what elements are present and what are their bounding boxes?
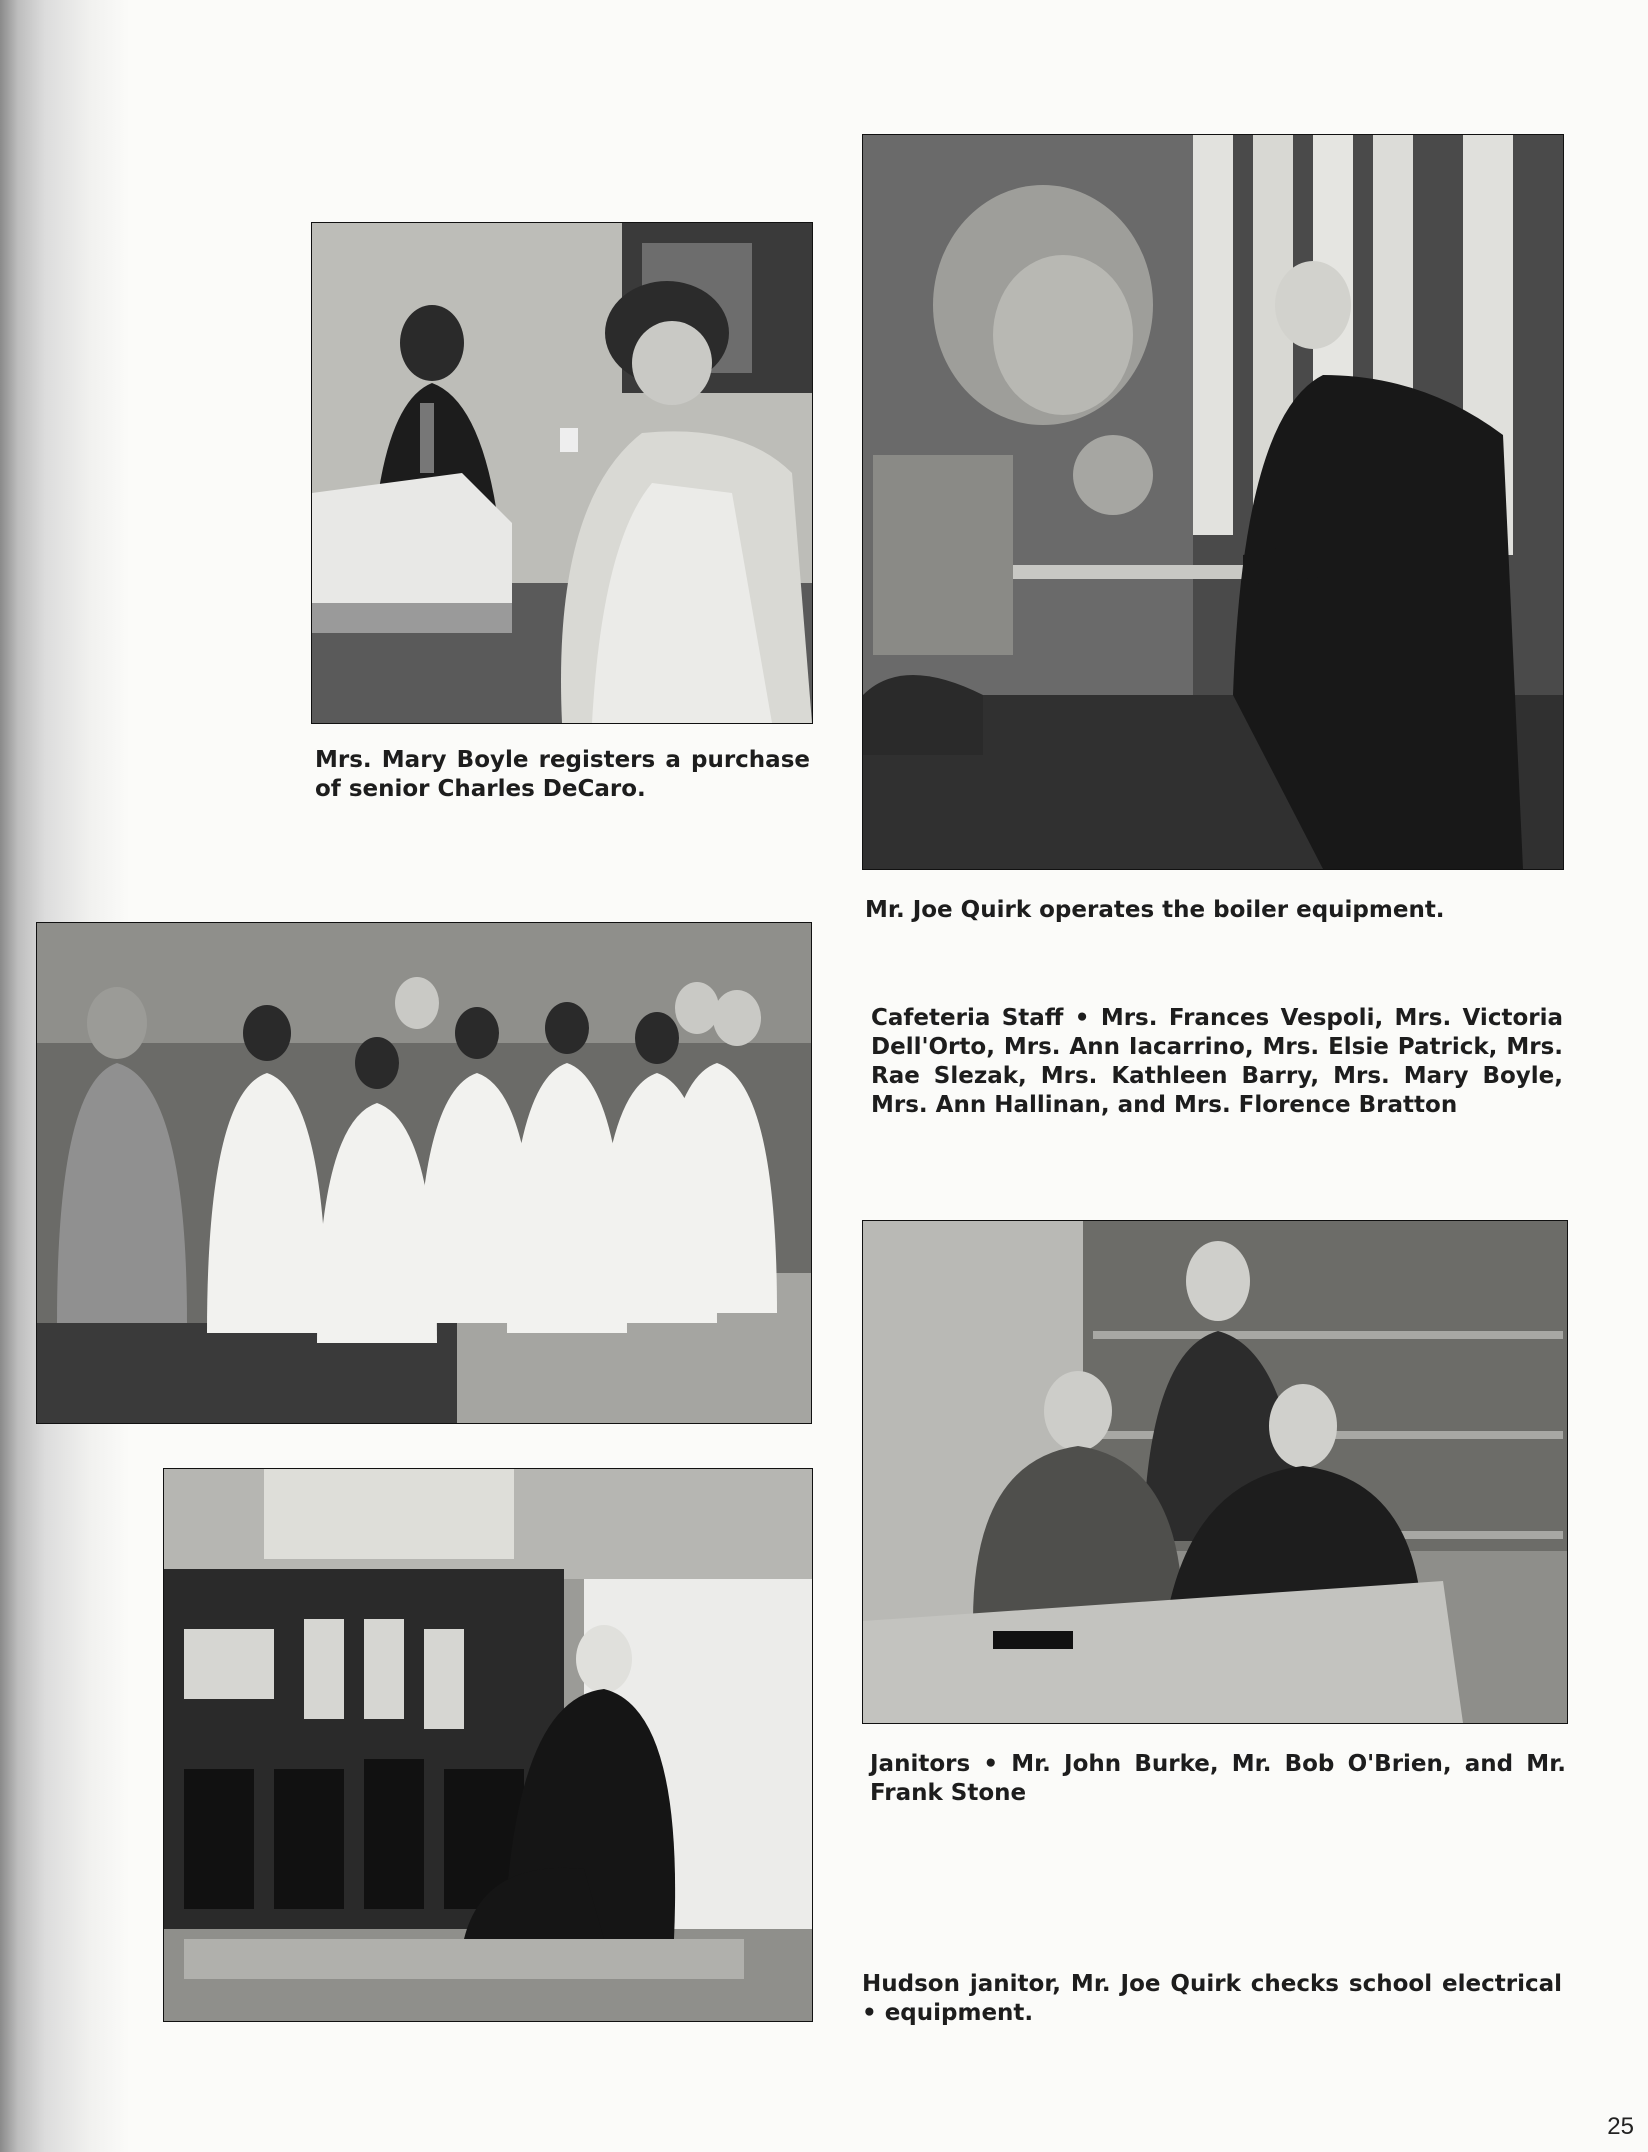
caption-cafeteria-lead: Cafeteria Staff • [871,1005,1090,1031]
caption-cash-register: Mrs. Mary Boyle registers a purchase of senior Charles DeCaro. [315,747,810,802]
photo-cafeteria-staff [36,922,812,1424]
photo-janitors [862,1220,1568,1724]
caption-cafeteria-names: Mrs. Frances Vespoli, Mrs. Victoria Dell'Orto, Mrs. Ann Iacarrino, Mrs. Elsie Patrick, Mrs. Rae Slezak, Mrs. Kathleen Barry, Mrs. Mary Boyle, Mrs. Ann Hallinan, and Mrs. Florence Bratton [871,1005,1563,1118]
photo-electrical [163,1468,813,2022]
caption-janitors-names: Mr. John Burke, Mr. Bob O'Brien, and Mr. Frank Stone [870,1751,1566,1806]
caption-electrical: Hudson janitor, Mr. Joe Quirk checks school electrical • equipment. [862,1971,1562,2026]
caption-janitors-lead: Janitors • [870,1751,999,1777]
photo-boiler [862,134,1564,870]
caption-cafeteria [871,1004,1563,1120]
caption-janitors [870,1750,1566,1808]
caption-boiler: Mr. Joe Quirk operates the boiler equipment. [865,897,1445,923]
photo-cash-register [311,222,813,724]
page-number: 25 [1607,2113,1634,2140]
